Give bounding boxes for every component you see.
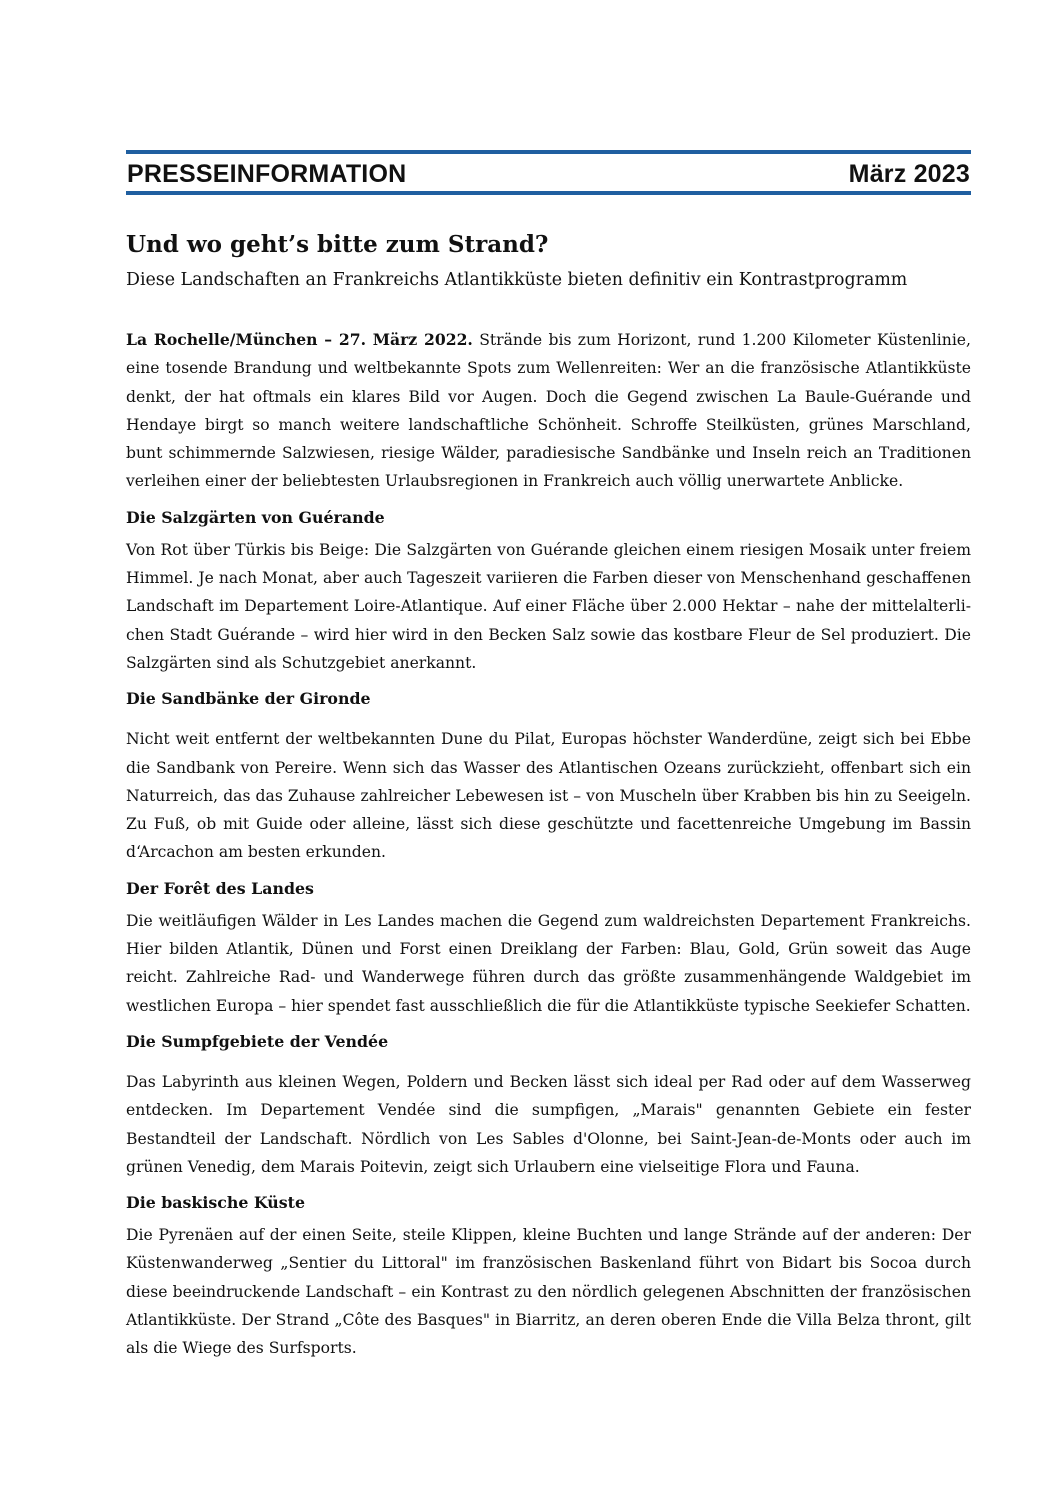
press-release-page: [126, 150, 971, 1358]
section-text-salzgaerten: Von Rot über Türkis bis Beige: Die Salzgärten von Guérande gleichen einem riesigen Mosaik unter freiem Himmel. Je nach Monat, aber auch Tageszeit variieren die Farben dieser von Menschenhand geschaffenen Landschaft im Departement Loire-Atlantique. Auf einer Fläche über 2.000 Hektar – nahe der mittelalterlichen Stadt Guérande – wird hier wird in den Becken Salz sowie das kostbare Fleur de Sel produziert. Die Salzgärten sind als Schutzgebiet anerkannt.: [126, 540, 971, 672]
headline: Und wo geht’s bitte zum Strand?: [126, 231, 549, 258]
section-text-sandbaenke: Nicht weit entfernt der weltbekannten Dune du Pilat, Europas höchster Wanderdüne, zeigt sich bei Ebbe die Sandbank von Pereire. Wenn sich das Wasser des Atlantischen Ozeans zurückzieht, offenbart sich ein Naturreich, das das Zuhause zahlreicher Lebewesen ist – von Muscheln über Krabben bis hin zu Seeigeln. Zu Fuß, ob mit Guide oder alleine, lässt sich diese geschützte und facettenreiche Umgebung im Bassin d‘Arcachon am besten erkunden.: [126, 730, 971, 862]
section-heading-sandbaenke: Die Sandbänke der Gironde: [126, 689, 371, 709]
section-text-foret: Die weitläufigen Wälder in Les Landes machen die Gegend zum waldreichsten Departement Frankreichs. Hier bilden Atlantik, Dünen und Forst einen Dreiklang der Farben: Blau, Gold, Grün soweit das Auge reicht. Zahlreiche Rad- und Wanderwege führen durch das größte zusammenhängende Waldgebiet im westlichen Europa – hier spendet fast ausschließlich die für die Atlantikküste typische Seekiefer Schatten.: [126, 911, 971, 1015]
lead-text: Strände bis zum Horizont, rund 1.200 Kilometer Küstenlinie, eine tosende Brandung und weltbekannte Spots zum Wellenreiten: Wer an die französische Atlantikküste denkt, der hat oftmals ein klares Bild vor Augen. Doch die Gegend zwischen La Baule-Guérande und Hendaye birgt so manch weitere landschaftliche Schönheit. Schroffe Steilküsten, grünes Marschland, bunt schimmernde Salzwiesen, riesige Wälder, paradiesische Sandbänke und Inseln reich an Traditionen verleihen einer der beliebtesten Urlaubsregionen in Frankreich auch völlig unerwartete Anblicke.: [126, 331, 971, 491]
header-rule-bottom: [126, 191, 971, 195]
article-body: [126, 326, 971, 1363]
header-bar: [126, 150, 971, 198]
section-heading-foret: Der Forêt des Landes: [126, 878, 314, 898]
section-heading-salzgaerten: Die Salzgärten von Guérande: [126, 507, 385, 527]
section-heading-sumpfgebiete: Die Sumpfgebiete der Vendée: [126, 1031, 389, 1051]
press-label: PRESSEINFORMATION: [127, 160, 407, 188]
section-heading-baskische-kueste: Die baskische Küste: [126, 1193, 306, 1213]
header-date: März 2023: [848, 160, 970, 188]
lead-paragraph: [126, 326, 971, 496]
section-text-baskische-kueste: Die Pyrenäen auf der einen Seite, steile Klippen, kleine Buchten und lange Strände auf der anderen: Der Küstenwanderweg „Sentier du Littoral" im französischen Baskenland führt von Bidart bis Socoa durch diese beeindruckende Landschaft – ein Kontrast zu den nördlich gelegenen Abschnitten der französischen Atlantikküste. Der Strand „Côte des Basques" in Biarritz, an deren oberen Ende die Villa Belza thront, gilt als die Wiege des Surfsports.: [126, 1226, 971, 1358]
section-text-sumpfgebiete: Das Labyrinth aus kleinen Wegen, Poldern und Becken lässt sich ideal per Rad oder auf dem Wasserweg entdecken. Im Departement Vendée sind die sumpfigen, „Marais" genannten Gebiete ein fester Bestandteil der Landschaft. Nördlich von Les Sables d'Olonne, bei Saint-Jean-de-Monts oder auch im grünen Venedig, dem Marais Poitevin, zeigt sich Urlaubern eine vielseitige Flora und Fauna.: [126, 1072, 971, 1176]
header-rule-top: [126, 150, 971, 154]
subtitle: Diese Landschaften an Frankreichs Atlantikküste bieten definitiv ein Kontrastprogramm: [126, 270, 908, 290]
dateline: La Rochelle/München – 27. März 2022.: [126, 330, 473, 349]
